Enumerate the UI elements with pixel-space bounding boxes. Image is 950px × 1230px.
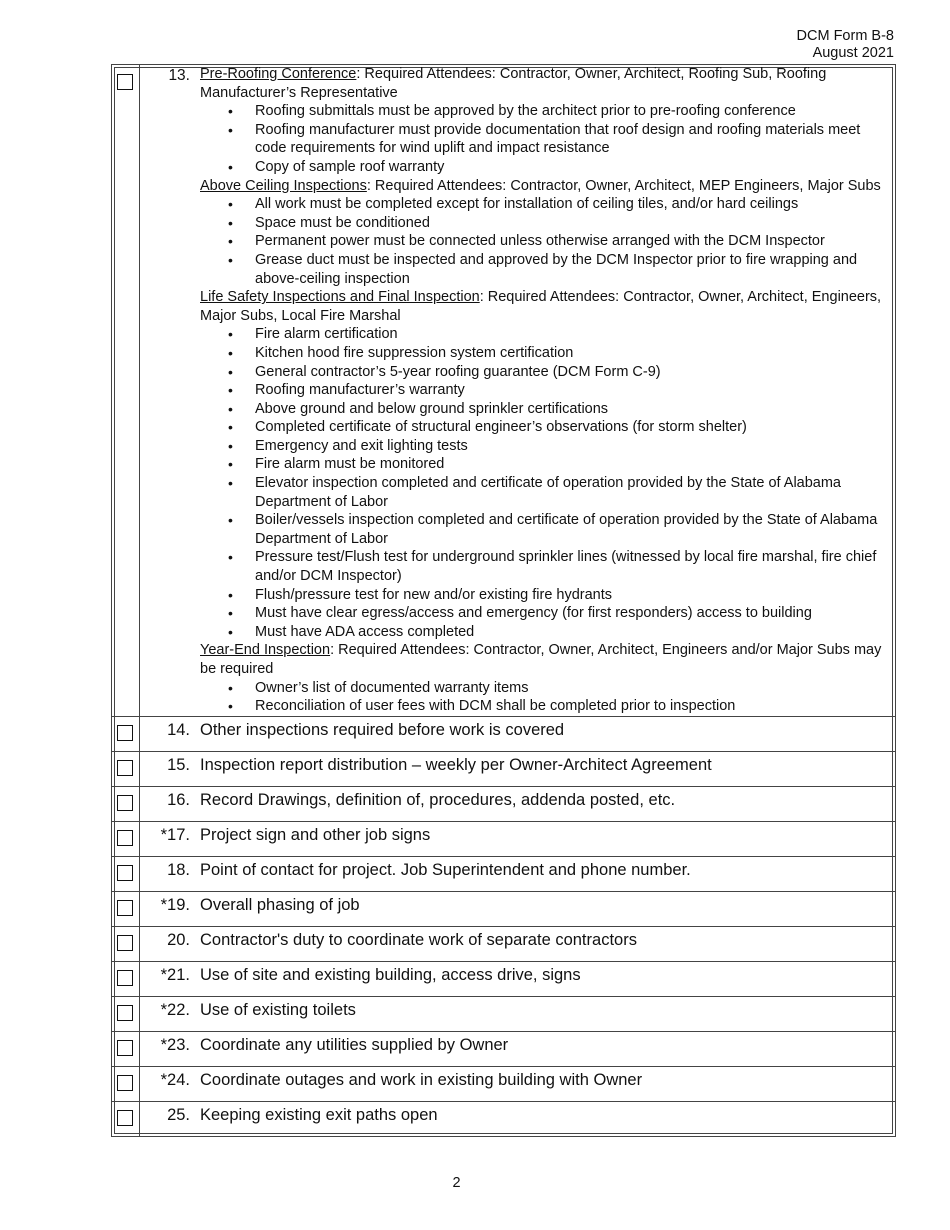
- checklist-row: [112, 926, 895, 961]
- item-text: Overall phasing of job: [200, 895, 360, 914]
- checklist-row: [112, 751, 895, 786]
- checkbox[interactable]: [117, 1040, 133, 1056]
- bullet-list: [200, 195, 885, 288]
- bullet-item: • Boiler/vessels inspection completed and certificate of operation provided by the State of Alabama Department of Labor: [255, 511, 885, 548]
- checklist-row: [112, 1066, 895, 1101]
- bullet-item: • Kitchen hood fire suppression system certification: [255, 344, 885, 363]
- item-number: *21.: [160, 965, 190, 984]
- section-heading: [200, 177, 885, 196]
- item-text: Point of contact for project. Job Superintendent and phone number.: [200, 860, 691, 879]
- bullet-item: • Fire alarm must be monitored: [255, 455, 885, 474]
- item-number: 15.: [167, 755, 190, 774]
- item-text: Coordinate outages and work in existing building with Owner: [200, 1070, 643, 1089]
- section-text: : Required Attendees: Contractor, Owner, Architect, Engineers and/or Major Subs may be required: [200, 642, 882, 677]
- bullet-item: • Roofing submittals must be approved by the architect prior to pre-roofing conference: [255, 102, 885, 121]
- checkbox[interactable]: [117, 725, 133, 741]
- bullet-item: • Must have clear egress/access and emergency (for first responders) access to building: [255, 604, 885, 623]
- checkbox[interactable]: [117, 935, 133, 951]
- form-header: [797, 28, 894, 62]
- item-text: Use of existing toilets: [200, 1000, 356, 1019]
- section-heading: [200, 65, 885, 102]
- bullet-item: • Roofing manufacturer must provide documentation that roof design and roofing materials meet code requirements for wind uplift and impact resistance: [255, 121, 885, 158]
- section-heading: [200, 288, 885, 325]
- checklist-row: [112, 1101, 895, 1136]
- checklist-row: [112, 821, 895, 856]
- bullet-item: • Owner’s list of documented warranty items: [255, 679, 885, 698]
- checklist-table: [111, 64, 896, 1137]
- section-text: : Required Attendees: Contractor, Owner, Architect, Roofing Sub, Roofing Manufacturer’s Representative: [200, 66, 827, 101]
- item-text: Keeping existing exit paths open: [200, 1105, 438, 1124]
- bullet-item: • Elevator inspection completed and certificate of operation provided by the State of Alabama Department of Labor: [255, 474, 885, 511]
- checklist-row: [112, 891, 895, 926]
- bullet-item: • Permanent power must be connected unless otherwise arranged with the DCM Inspector: [255, 232, 885, 251]
- bullet-list: [200, 325, 885, 641]
- bullet-item: • Above ground and below ground sprinkler certifications: [255, 400, 885, 419]
- bullet-item: • Pressure test/Flush test for underground sprinkler lines (witnessed by local fire marshal, fire chief and/or DCM Inspector): [255, 548, 885, 585]
- bullet-list: [200, 102, 885, 176]
- item-number: 14.: [167, 720, 190, 739]
- checkbox[interactable]: [117, 830, 133, 846]
- checkbox[interactable]: [117, 970, 133, 986]
- bullet-item: • General contractor’s 5-year roofing guarantee (DCM Form C-9): [255, 363, 885, 382]
- form-date: August 2021: [812, 45, 894, 61]
- item-text: Project sign and other job signs: [200, 825, 431, 844]
- item-number: *23.: [160, 1035, 190, 1054]
- checkbox[interactable]: [117, 74, 133, 90]
- item-text: Coordinate any utilities supplied by Owner: [200, 1035, 509, 1054]
- checklist-row: [112, 716, 895, 751]
- section-text: : Required Attendees: Contractor, Owner, Architect, MEP Engineers, Major Subs: [366, 177, 881, 194]
- section-title: Life Safety Inspections and Final Inspection: [200, 289, 480, 306]
- bullet-item: • Space must be conditioned: [255, 214, 885, 233]
- bullet-item: • Fire alarm certification: [255, 325, 885, 344]
- checkbox[interactable]: [117, 795, 133, 811]
- checkbox[interactable]: [117, 1005, 133, 1021]
- bullet-item: • Roofing manufacturer’s warranty: [255, 381, 885, 400]
- section-title: Above Ceiling Inspections: [200, 177, 367, 194]
- form-id: DCM Form B-8: [796, 28, 894, 44]
- item-number: *22.: [160, 1000, 190, 1019]
- bullet-list: [200, 679, 885, 716]
- bullet-item: • Completed certificate of structural engineer’s observations (for storm shelter): [255, 418, 885, 437]
- item-text: Inspection report distribution – weekly per Owner-Architect Agreement: [200, 755, 712, 774]
- item-number: *19.: [160, 895, 190, 914]
- item-text: Contractor's duty to coordinate work of separate contractors: [200, 930, 637, 949]
- bullet-item: • Grease duct must be inspected and approved by the DCM Inspector prior to fire wrapping and above-ceiling inspection: [255, 251, 885, 288]
- bullet-item: • Copy of sample roof warranty: [255, 158, 885, 177]
- bullet-item: • Emergency and exit lighting tests: [255, 437, 885, 456]
- section-title: Year-End Inspection: [200, 642, 331, 659]
- item-number: 13.: [168, 67, 190, 84]
- section-text: : Required Attendees: Contractor, Owner, Architect, Engineers, Major Subs, Local Fire Marshal: [200, 289, 882, 324]
- bullet-item: • All work must be completed except for installation of ceiling tiles, and/or hard ceilings: [255, 195, 885, 214]
- checklist-row: [112, 961, 895, 996]
- item-text: Record Drawings, definition of, procedures, addenda posted, etc.: [200, 790, 676, 809]
- checklist-row: [112, 856, 895, 891]
- checkbox[interactable]: [117, 1110, 133, 1126]
- bullet-item: • Must have ADA access completed: [255, 623, 885, 642]
- item-number: 16.: [167, 790, 190, 809]
- checklist-row: [112, 786, 895, 821]
- checkbox[interactable]: [117, 760, 133, 776]
- section-title: Pre-Roofing Conference: [200, 66, 357, 82]
- page-number: 2: [452, 1175, 461, 1191]
- item-number: 25.: [167, 1105, 190, 1124]
- item-number: *17.: [160, 825, 190, 844]
- checkbox[interactable]: [117, 865, 133, 881]
- item-text: Use of site and existing building, access drive, signs: [200, 965, 581, 984]
- item-content: [200, 65, 895, 716]
- checklist-row-13: [112, 65, 895, 716]
- checkbox[interactable]: [117, 1075, 133, 1091]
- item-number: *24.: [160, 1070, 190, 1089]
- item-text: Other inspections required before work is covered: [200, 720, 565, 739]
- checkbox[interactable]: [117, 900, 133, 916]
- checklist-row: [112, 996, 895, 1031]
- section-heading: [200, 641, 885, 678]
- item-number: 18.: [167, 860, 190, 879]
- item-number: 20.: [167, 930, 190, 949]
- checklist-row: [112, 1031, 895, 1066]
- bullet-item: • Reconciliation of user fees with DCM shall be completed prior to inspection: [255, 697, 885, 716]
- bullet-item: • Flush/pressure test for new and/or existing fire hydrants: [255, 586, 885, 605]
